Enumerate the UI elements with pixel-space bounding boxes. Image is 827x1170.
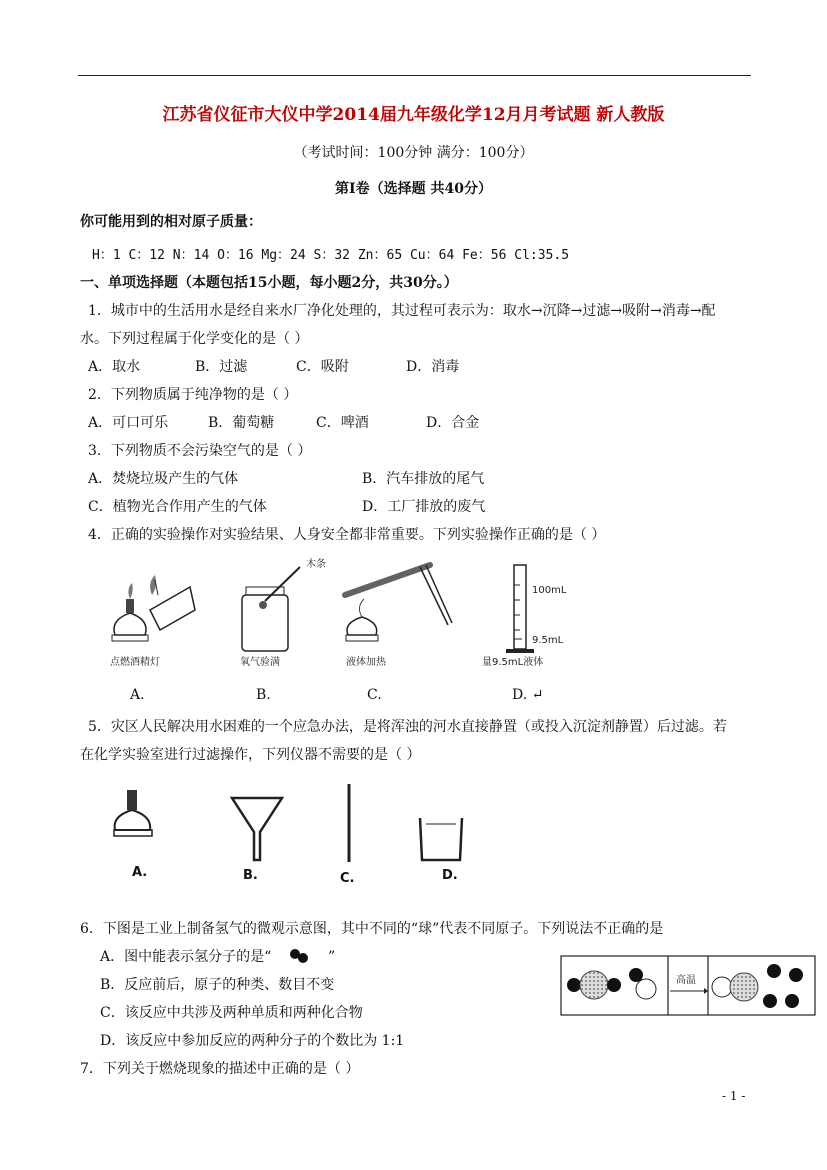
q5-figure <box>110 780 490 880</box>
q5-letter-a: A. <box>132 865 148 880</box>
q6-option-a-post: ” <box>328 949 336 965</box>
q2-option-a: A．可口可乐 <box>88 415 169 431</box>
q1-line1: 1．城市中的生活用水是经自来水厂净化处理的，其过程可表示为：取水→沉降→过滤→吸附→消毒→配 <box>88 303 716 319</box>
q6-option-d: D．该反应中参加反应的两种分子的个数比为 1:1 <box>100 1033 405 1049</box>
q4-figure <box>100 555 620 675</box>
atomic-mass-label: 你可能用到的相对原子质量： <box>80 214 262 230</box>
q4-caption-d: 量9.5mL液体 <box>482 657 544 668</box>
q3-option-b: B．汽车排放的尾气 <box>362 471 485 487</box>
q7-stem: 7．下列关于燃烧现象的描述中正确的是（ ） <box>80 1061 360 1077</box>
test-tube-heating-icon <box>345 565 452 641</box>
q4-letter-c: C. <box>367 687 382 703</box>
alcohol-lamp-lighting-icon <box>112 575 195 641</box>
q3-option-c: C．植物光合作用产生的气体 <box>88 499 267 515</box>
hydrogen-molecule-icon <box>288 948 312 964</box>
q5-letter-b: B. <box>243 868 258 883</box>
q3-stem: 3．下列物质不会污染空气的是（ ） <box>88 443 312 459</box>
q4-cyl-top: 100mL <box>532 585 567 596</box>
q1-option-c: C．吸附 <box>296 359 349 375</box>
q1-option-b: B．过滤 <box>195 359 248 375</box>
section-heading: 一、单项选择题（本题包括15小题，每小题2分，共30分。） <box>80 275 458 291</box>
q4-wood-label: 木条 <box>306 559 326 570</box>
q1-option-d: D．消毒 <box>406 359 460 375</box>
exam-info: （考试时间：100分钟 满分：100分） <box>293 145 534 161</box>
q3-option-a: A．焚烧垃圾产生的气体 <box>88 471 239 487</box>
page-number: - 1 - <box>722 1089 746 1103</box>
alcohol-lamp-icon <box>114 790 152 836</box>
q5-line1: 5．灾区人民解决用水困难的一个应急办法，是将浑浊的河水直接静置（或投入沉淀剂静置）后过滤。若 <box>88 719 727 735</box>
q3-option-d: D．工厂排放的废气 <box>362 499 486 515</box>
q5-line2: 在化学实验室进行过滤操作，下列仪器不需要的是（ ） <box>80 747 421 763</box>
header-rule <box>78 75 751 76</box>
q4-letter-a: A. <box>130 687 145 703</box>
q2-option-c: C．啤酒 <box>316 415 369 431</box>
funnel-icon <box>232 798 282 860</box>
q4-letter-d: D. ↵ <box>512 687 544 703</box>
q4-stem: 4．正确的实验操作对实验结果、人身安全都非常重要。下列实验操作正确的是（ ） <box>88 527 606 543</box>
q4-caption-c: 液体加热 <box>346 657 386 668</box>
atomic-masses: H：1 C：12 N：14 O：16 Mg：24 S：32 Zn：65 Cu：64 Fe：56 Cl:35.5 <box>92 248 570 263</box>
oxygen-jar-icon <box>242 567 300 651</box>
q4-caption-b: 氧气验满 <box>240 657 280 668</box>
graduated-cylinder-icon <box>506 565 534 653</box>
q6-stem: 6．下图是工业上制备氢气的微观示意图，其中不同的“球”代表不同原子。下列说法不正确的是 <box>80 921 664 937</box>
q6-option-b: B．反应前后，原子的种类、数目不变 <box>100 977 335 993</box>
q5-letter-d: D. <box>442 868 458 883</box>
beaker-icon <box>420 818 462 860</box>
q4-cyl-mark: 9.5mL <box>532 635 564 646</box>
q5-letter-c: C. <box>340 871 355 886</box>
q6-arrow-label: 高温 <box>676 975 696 986</box>
q6-option-c: C．该反应中共涉及两种单质和两种化合物 <box>100 1005 363 1021</box>
q4-caption-a: 点燃酒精灯 <box>110 657 160 668</box>
q4-letter-b: B. <box>256 687 271 703</box>
volume-title: 第Ⅰ卷（选择题 共40分） <box>335 181 492 197</box>
page-title: 江苏省仪征市大仪中学2014届九年级化学12月月考试题 新人教版 <box>162 105 665 125</box>
q2-option-b: B．葡萄糖 <box>208 415 275 431</box>
q2-option-d: D．合金 <box>426 415 480 431</box>
q1-line2: 水。下列过程属于化学变化的是（ ） <box>80 331 309 347</box>
q2-stem: 2．下列物质属于纯净物的是（ ） <box>88 387 298 403</box>
q1-option-a: A．取水 <box>88 359 141 375</box>
q6-option-a-pre: A．图中能表示氢分子的是“ <box>100 949 272 965</box>
q6-reaction-diagram <box>560 955 816 1017</box>
